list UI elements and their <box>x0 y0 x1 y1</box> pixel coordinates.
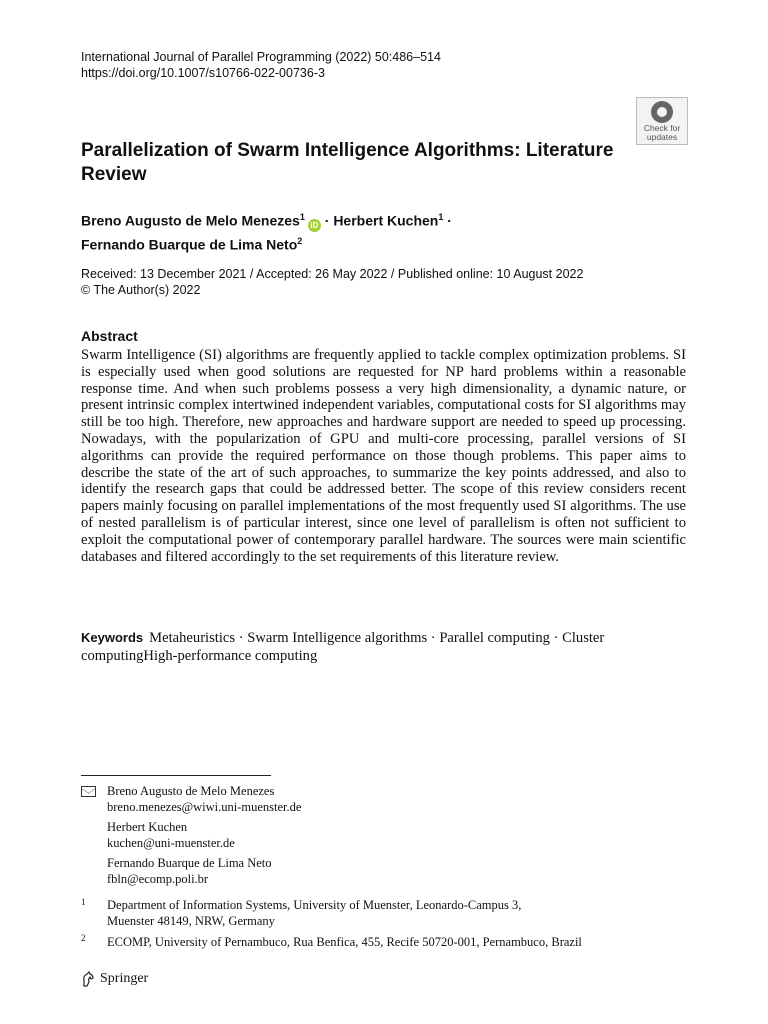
correspondence-entry <box>107 855 272 887</box>
affiliation-sup: 2 <box>297 235 303 246</box>
corr-name: Breno Augusto de Melo Menezes <box>107 784 275 798</box>
check-for-updates-badge[interactable] <box>636 97 688 145</box>
copyright-line: © The Author(s) 2022 <box>81 283 201 297</box>
publisher-logo <box>81 971 148 987</box>
author-name[interactable]: Breno Augusto de Melo Menezes <box>81 212 300 229</box>
orcid-icon[interactable]: iD <box>308 219 321 232</box>
crossmark-icon <box>651 101 673 123</box>
affiliation-entry <box>107 934 582 950</box>
doi-link[interactable]: https://doi.org/10.1007/s10766-022-00736-3 <box>81 66 325 80</box>
journal-header <box>81 49 441 81</box>
affiliation-number: 1 <box>81 897 86 907</box>
author-name[interactable]: Fernando Buarque de Lima Neto <box>81 236 298 253</box>
affiliation-number: 2 <box>81 933 86 943</box>
affiliation-sup: 1 <box>299 212 305 222</box>
corr-email[interactable]: fbln@ecomp.poli.br <box>107 872 209 886</box>
corr-email[interactable]: kuchen@uni-muenster.de <box>107 836 235 850</box>
affiliation-line: Department of Information Systems, University of Muenster, Leonardo-Campus 3, <box>107 898 522 912</box>
badge-line2: updates <box>646 132 678 142</box>
badge-line1: Check for <box>643 123 681 133</box>
corr-name: Herbert Kuchen <box>107 820 188 834</box>
envelope-icon <box>81 786 96 797</box>
keywords-section <box>81 629 686 665</box>
corr-email[interactable]: breno.menezes@wiwi.uni-muenster.de <box>107 800 302 814</box>
correspondence-entry <box>107 819 235 851</box>
publisher-name: Springer <box>100 971 149 986</box>
affiliation-entry <box>107 897 521 929</box>
author-name[interactable]: Herbert Kuchen <box>333 212 439 229</box>
author-list <box>81 208 601 254</box>
keywords-text: Metaheuristics · Swarm Intelligence algorithms · Parallel computing · Cluster computingHigh-performance computing <box>81 630 605 664</box>
affiliation-sup: 1 <box>438 212 444 222</box>
journal-citation: International Journal of Parallel Programming (2022) 50:486–514 <box>81 50 441 64</box>
publication-dates <box>81 266 583 298</box>
dates-line: Received: 13 December 2021 / Accepted: 26 May 2022 / Published online: 10 August 2022 <box>81 267 584 281</box>
springer-horse-icon <box>81 971 95 987</box>
author-separator: · <box>447 212 452 229</box>
affiliation-line: ECOMP, University of Pernambuco, Rua Benfica, 455, Recife 50720-001, Pernambuco, Brazil <box>107 935 582 949</box>
author-separator: · <box>324 212 330 229</box>
correspondence-entry <box>107 783 301 815</box>
affiliation-line: Muenster 48149, NRW, Germany <box>107 914 275 928</box>
abstract-text: Swarm Intelligence (SI) algorithms are frequently applied to tackle complex optimization problems. SI is especially used when good solutions are requested for NP hard problems within a reasonable response time. And when such problems possess a very high dimensionality, a dynamic nature, or present intrinsic complex intertwined independent variables, computational costs for SI algorithms may still be too high. Therefore, new approaches and hardware support are needed to speed up processing. Nowadays, with the popularization of GPU and multi-core processing, parallel versions of SI algorithms can provide the required performance on those though problems. This paper aims to describe the state of the art of such approaches, to summarize the key points addressed, and also to identify the research gaps that could be addressed better. The scope of this review considers recent papers mainly focusing on parallel implementations of the most frequently used SI algorithms. The use of nested parallelism is of particular interest, since one level of parallelism is often not sufficient to exploit the computational power of contemporary parallel hardware. The sources were main scientific databases and filtered accordingly to the set requirements of this literature review. <box>81 347 686 565</box>
corr-name: Fernando Buarque de Lima Neto <box>107 856 272 870</box>
paper-title: Parallelization of Swarm Intelligence Algorithms: Literature Review <box>81 140 614 185</box>
abstract-heading: Abstract <box>81 328 138 344</box>
footnote-rule <box>81 775 271 776</box>
keywords-heading: Keywords <box>81 630 144 645</box>
